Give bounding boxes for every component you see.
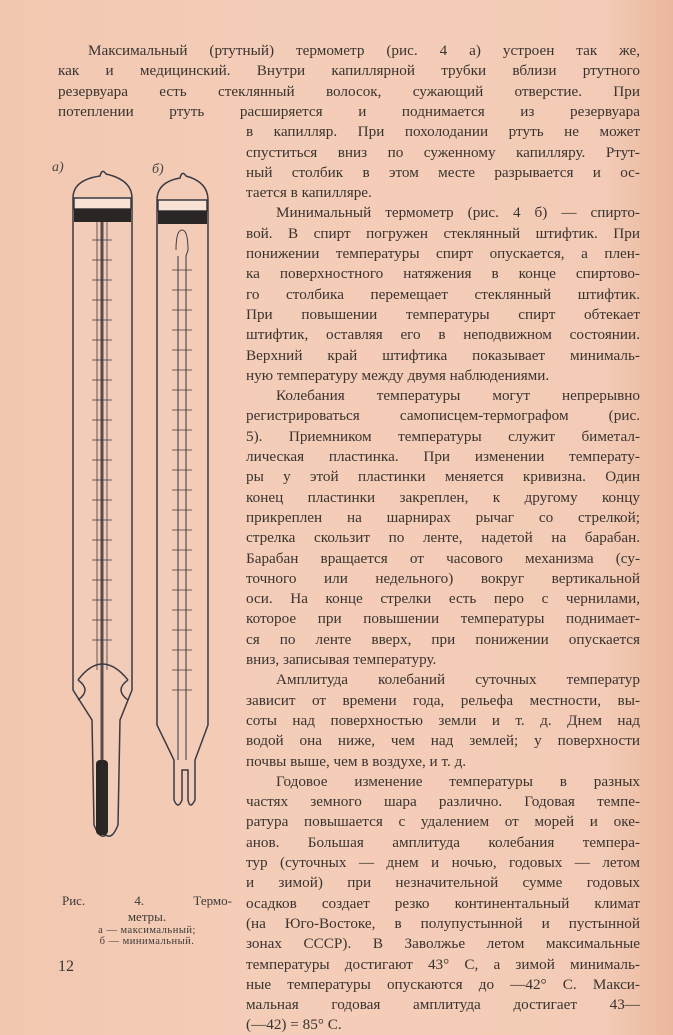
text-line: оси. На конце стрелки есть перо с чернилами, [246,590,640,608]
min-thermometer-icon [157,173,208,805]
text-line: ратура повышается с удалением от морей и оке- [246,813,640,831]
figure-label-b: б) [152,162,164,177]
text-line: ную температуру между двумя наблюдениями. [246,366,550,384]
text-line: потеплении ртуть расширяется и поднимается из резервуара [58,102,640,120]
figure-caption [62,893,232,947]
text-line: резервуара есть стеклянный волосок, сужающий отверстие. При [58,82,640,100]
text-line: прикреплен на шарнирах рычаг со стрелкой; [246,508,640,526]
text-line: в капилляр. При похолодании ртуть не может [246,123,640,141]
text-line: тается в капилляре. [246,184,372,202]
text-line: частях земного шара различно. Годовая темпе- [246,793,640,811]
text-line: лическая пластинка. При изменении температу- [246,448,640,465]
text-line: Максимальный (ртутный) термометр (рис. 4 а) устроен так же, [88,42,640,59]
text-line: точного или недельного) вокруг вертикальной [246,569,640,587]
text-line: и зимой) при незначительной сумме годовых [246,874,640,892]
text-line: мальная годовая амплитуда достигает 43— [246,996,640,1014]
text-line: ры у этой пластинки меняется кривизна. Один [246,468,640,486]
text-line: зонах СССР). В Заволжье летом максимальные [246,935,640,953]
text-line: зависит от времени года, рельефа местности, вы- [246,691,640,709]
text-line: которое при повышении температуры поднимает- [246,610,640,628]
text-line: температуры достигают 43° С, а зимой минималь- [246,955,640,973]
thermometers-drawing [40,160,240,880]
text-line: Колебания температуры могут непрерывно [276,387,640,405]
text-line: как и медицинский. Внутри капиллярной трубки вблизи ртутного [58,62,640,80]
text-line: При повышении температуры спирт обтекает [246,305,640,323]
text-line: вой. В спирт погружен стеклянный штифтик. При [246,224,640,242]
text-line: штифтик, оставляя его в неподвижном состоянии. [246,326,640,344]
text-line: осадков создает резко континентальный климат [246,894,640,912]
text-line: (на Юго-Востоке, в полупустынной и пустынной [246,914,640,932]
text-line: водой она ниже, чем над землей; у поверхности [246,732,640,750]
text-line: анов. Большая амплитуда колебания темпера- [246,833,640,851]
text-line: го столбика перемещает стеклянный штифтик. [246,285,640,303]
figure-label-a: а) [52,160,64,175]
text-line: понижении температуры спирт опускается, а плен- [246,245,640,262]
caption-title: Рис. 4. Термо- [62,893,232,908]
caption-legend-b: б — минимальный. [99,936,195,947]
thermometer-figure [40,160,240,880]
text-line: Барабан вращается от часового механизма (су- [246,549,640,567]
text-line: ся по ленте вверх, при понижении опускается [246,630,640,648]
text-line: тур (суточных — днем и ночью, годовых — летом [246,854,640,871]
text-line: ные температуры опускаются до —42° С. Макси- [246,975,640,993]
text-line: вниз, записывая температуру. [246,651,437,668]
caption-title-cont: метры. [127,909,167,924]
max-scale-ticks [92,240,112,640]
text-line: 5). Приемником температуры служит биметал- [246,427,640,445]
text-line: регистрироваться самописцем-термографом (рис. [246,407,640,425]
text-line: почвы выше, чем в воздухе, и т. д. [246,752,467,770]
text-line: ный столбик в этом месте разрывается и ос- [246,163,640,181]
max-thermometer-icon [73,171,132,836]
text-line: соты над поверхностью земли и т. д. Днем над [246,711,640,729]
text-line: конец пластинки закреплен, к другому концу [246,488,640,506]
caption-legend-a: а — максимальный; [98,925,196,936]
text-line: Минимальный термометр (рис. 4 б) — спирто- [276,204,640,222]
text-line: Верхний край штифтика показывает минималь- [246,346,640,364]
page-number: 12 [58,958,74,975]
text-line: стрелка скользит по ленте, надетой на барабан. [246,529,640,547]
text-line: Амплитуда колебаний суточных температур [276,671,640,689]
text-line: спуститься вниз по суженному капилляру. Ртут- [246,143,640,161]
text-line: Годовое изменение температуры в разных [276,772,640,790]
text-line: (—42) = 85° С. [246,1016,342,1034]
text-line: ка поверхностного натяжения в конце спиртово- [246,265,640,283]
